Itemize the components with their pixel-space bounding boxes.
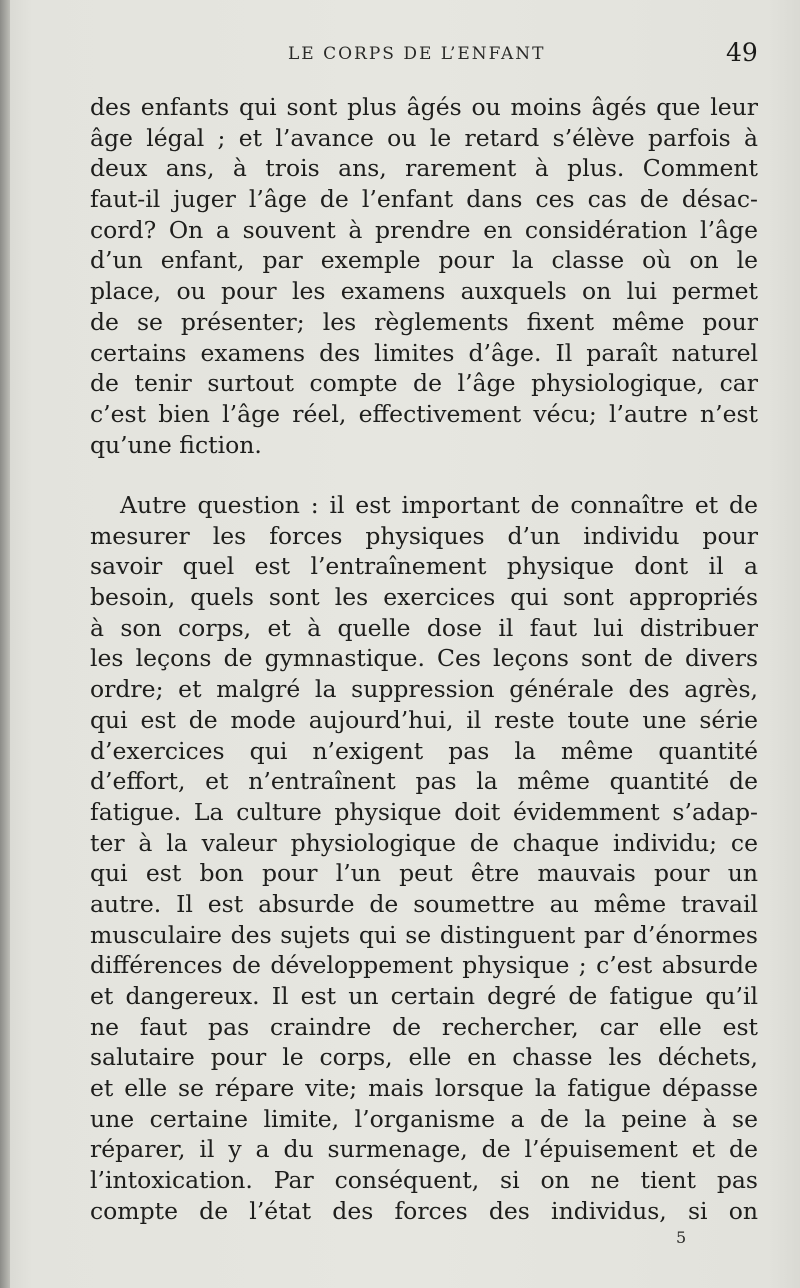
text-line: des enfants qui sont plus âgés ou moins âgés que leur [90,93,758,121]
text-line: réparer, il y a du surmenage, de l’épuisement et de [90,1135,758,1164]
paragraph-2 [90,490,758,1227]
text-line: Autre question : il est important de connaître et de [120,491,758,519]
text-line: salutaire pour le corps, elle en chasse les déchets, [90,1043,758,1072]
text-line: une certaine limite, l’organisme a de la peine à se [90,1104,758,1133]
text-line: d’effort, et n’entraînent pas la même quantité de [90,767,758,796]
text-line: besoin, quels sont les exercices qui sont appropriés [90,583,758,612]
text-line: qui est de mode aujourd’hui, il reste toute une série [90,705,758,734]
text-line: qui est bon pour l’un peut être mauvais pour un [90,859,758,888]
text-line: l’intoxication. Par conséquent, si on ne tient pas [90,1166,758,1195]
text-line: d’un enfant, par exemple pour la classe où on le [90,246,758,275]
text-line: à son corps, et à quelle dose il faut lui distribuer [90,613,758,642]
text-line: fatigue. La culture physique doit évidemment s’adap- [90,797,758,826]
text-line: musculaire des sujets qui se distinguent par d’énormes [90,920,758,949]
page-gutter-shadow [0,0,10,1288]
text-line: ne faut pas craindre de rechercher, car elle est [90,1012,758,1041]
text-line: âge légal ; et l’avance ou le retard s’élève parfois à [90,123,758,152]
text-line: cord? On a souvent à prendre en considération l’âge [90,215,758,244]
text-line: de tenir surtout compte de l’âge physiologique, car [90,369,758,398]
text-line: autre. Il est absurde de soumettre au même travail [90,889,758,918]
text-line: et dangereux. Il est un certain degré de fatigue qu’il [90,982,758,1010]
signature-mark: 5 [676,1228,687,1247]
text-line: c’est bien l’âge réel, effectivement vécu; l’autre n’est [90,399,758,428]
text-line: ter à la valeur physiologique de chaque individu; ce [90,828,758,857]
text-line: de se présenter; les règlements fixent même pour [90,307,758,336]
text-line: d’exercices qui n’exigent pas la même quantité [90,736,758,765]
text-line: savoir quel est l’entraînement physique dont il a [90,552,758,581]
text-line: et elle se répare vite; mais lorsque la fatigue dépasse [90,1074,758,1103]
text-line: place, ou pour les examens auxquels on lui permet [90,277,758,306]
page-number: 49 [726,38,758,67]
text-line: ordre; et malgré la suppression générale des agrès, [90,675,758,704]
text-line: mesurer les forces physiques d’un individu pour [90,521,758,550]
text-line: faut-il juger l’âge de l’enfant dans ces cas de désac- [90,185,758,214]
paragraph-1 [90,92,758,460]
running-header [0,38,800,68]
text-line: qu’une fiction. [90,430,262,459]
running-title: LE CORPS DE L’ENFANT [288,44,546,64]
text-line: certains examens des limites d’âge. Il paraît naturel [90,338,758,367]
text-line: les leçons de gymnastique. Ces leçons sont de divers [90,644,758,673]
text-line: compte de l’état des forces des individus, si on [90,1196,758,1225]
text-line: différences de développement physique ; c’est absurde [90,951,758,980]
text-line: deux ans, à trois ans, rarement à plus. Comment [90,154,758,183]
